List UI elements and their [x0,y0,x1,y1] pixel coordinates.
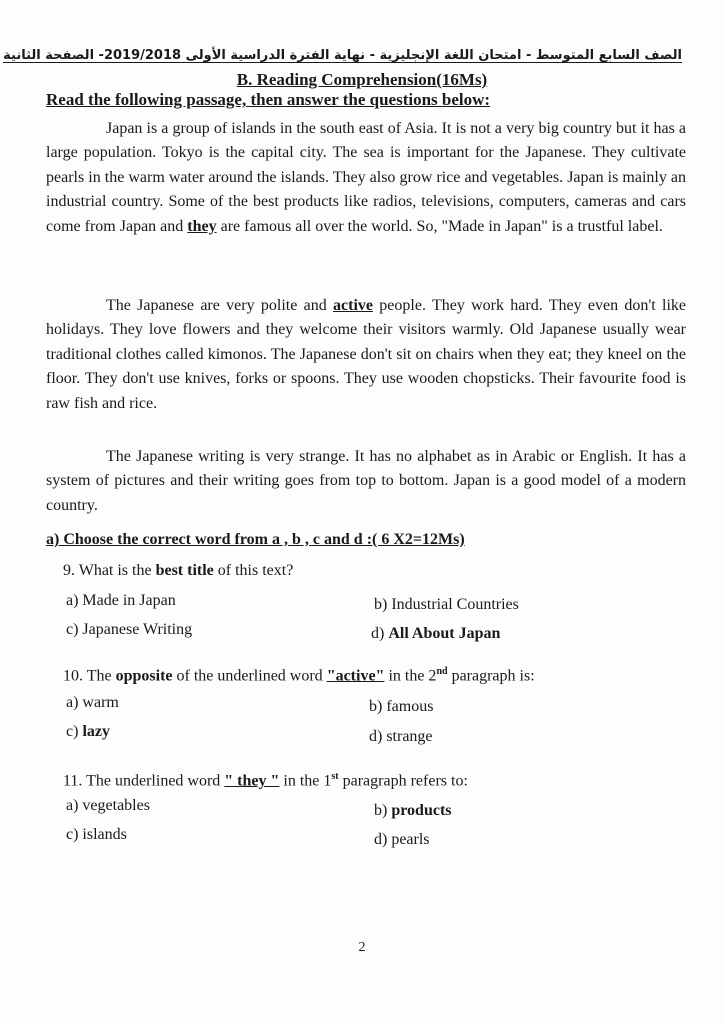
q11-option-b-text: products [391,802,452,819]
q10-text-mid: of the underlined word [172,667,327,685]
q11-underlined-word: " they " [224,772,280,790]
q9-bold: best title [155,562,214,579]
section-title: B. Reading Comprehension(16Ms) [236,70,488,89]
q10-text-post: paragraph is: [447,667,535,685]
q11-option-a: a) vegetables [66,797,150,814]
q10-superscript: nd [436,666,448,677]
p2-text-before: The Japanese are very polite and [106,297,334,314]
q10-option-a: a) warm [66,694,119,711]
p1-underlined-word: they [187,217,217,235]
part-a-heading: a) Choose the correct word from a , b , c and d :( 6 X2=12Ms) [46,531,465,548]
p2-text-after: people. They work hard. They even don't like holidays. They love flowers and they welcome their visitors warmly. Old Japanese usually wear traditional clothes called kimonos. The Japanese don't sit on chairs when they eat; they kneel on the floor. They don't use knives, forks or spoons. They use wooden chopsticks. Their favourite food is raw fish and rice. [46,297,687,412]
passage-paragraph-1 [46,117,686,239]
q11-option-d: d) pearls [374,831,430,848]
question-9 [63,562,293,580]
q10-bold: opposite [115,667,173,685]
q10-option-d: d) strange [369,728,433,745]
question-10 [63,666,535,685]
q11-text-post: paragraph refers to: [338,772,468,790]
q9-text-post: of this text? [213,562,294,579]
p1-text-before: Japan is a group of islands in the south east of Asia. It is not a very big country but it has a large population. Tokyo is the capital city. The sea is important for the Japanese. They cultivate pearls in the warm water around the islands. They also grow rice and vegetables. Japan is mainly an industrial country. Some of the best products like radios, televisions, computers, cameras and cars come from Japan and [46,120,686,235]
q11-text-pre: 11. The underlined word [63,772,225,790]
q10-text-pre: 10. The [63,667,116,685]
q11-option-b [374,802,452,820]
q9-option-b: b) Industrial Countries [374,596,519,613]
q9-option-d-text: All About Japan [388,625,501,642]
q9-option-d-prefix: d) [371,625,389,642]
q10-option-b: b) famous [369,698,434,715]
p1-text-after: are famous all over the world. So, "Made in Japan" is a trustful label. [216,217,663,235]
q10-option-c [66,723,110,741]
q10-option-c-text: lazy [82,723,110,740]
q10-option-c-prefix: c) [66,723,83,740]
q9-option-a: a) Made in Japan [66,592,176,609]
q10-underlined-word: "active" [326,667,385,685]
q11-option-b-prefix: b) [374,802,392,819]
q11-option-c: c) islands [66,826,127,843]
exam-header-arabic: الصف السابع المتوسط - امتحان اللغة الإنجليزية - نهاية الفترة الدراسية الأولى 2019/2018- الصفحة الثانية [3,48,682,63]
q9-option-d [371,625,500,643]
q9-text-pre: 9. What is the [63,562,156,579]
passage-paragraph-2 [46,294,686,416]
question-11 [63,771,468,790]
passage-instruction: Read the following passage, then answer the questions below: [46,90,491,109]
q11-superscript: st [331,771,339,782]
p2-underlined-word: active [333,297,373,314]
page-number: 2 [358,940,366,955]
q9-option-c: c) Japanese Writing [66,621,193,638]
q10-text-mid2: in the 2 [384,667,437,685]
passage-paragraph-3 [46,445,686,518]
p3-text: The Japanese writing is very strange. It has no alphabet as in Arabic or English. It has a system of pictures and their writing goes from top to bottom. Japan is a good model of a modern country. [46,448,686,514]
q11-text-mid: in the 1 [279,772,332,790]
